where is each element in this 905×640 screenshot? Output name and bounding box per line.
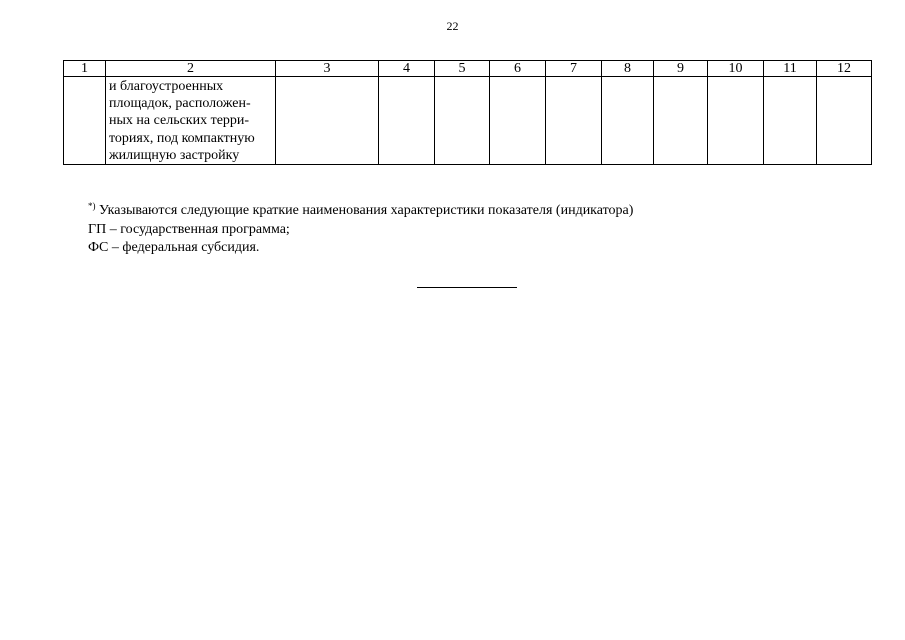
page-number: 22 [446, 19, 459, 33]
column-number-10: 10 [708, 61, 764, 77]
column-number-7: 7 [546, 61, 602, 77]
table-cell [817, 77, 872, 165]
table-cell [379, 77, 435, 165]
table-cell [654, 77, 708, 165]
footnote [88, 202, 633, 258]
column-number-12: 12 [817, 61, 872, 77]
footnote-abbreviation-gp: ГП – государственная программа; [88, 221, 290, 237]
column-number-5: 5 [435, 61, 490, 77]
column-number-9: 9 [654, 61, 708, 77]
indicator-table [63, 60, 872, 165]
column-number-8: 8 [602, 61, 654, 77]
column-number-4: 4 [379, 61, 435, 77]
indicator-description-text: и благоустроенных площадок, расположен- ных на сельских терри- ториях, под компактную жилищную застройку [109, 79, 255, 163]
table-cell [64, 77, 106, 165]
footnote-text: Указываются следующие краткие наименования характеристики показателя (индикатора) [95, 203, 634, 218]
table-cell [764, 77, 817, 165]
table-header-row [64, 61, 872, 77]
column-number-6: 6 [490, 61, 546, 77]
table-cell [708, 77, 764, 165]
table-cell [276, 77, 379, 165]
table-cell [602, 77, 654, 165]
column-number-3: 3 [276, 61, 379, 77]
end-separator-line [417, 287, 517, 288]
table-cell [435, 77, 490, 165]
column-number-2: 2 [106, 61, 276, 77]
column-number-11: 11 [764, 61, 817, 77]
table-row [64, 77, 872, 165]
table-cell-indicator-description [106, 77, 276, 165]
column-number-1: 1 [64, 61, 106, 77]
footnote-marker: *) [88, 201, 96, 211]
table-cell [490, 77, 546, 165]
table-cell [546, 77, 602, 165]
footnote-line [88, 202, 633, 221]
footnote-abbreviation-fs: ФС – федеральная субсидия. [88, 240, 260, 255]
